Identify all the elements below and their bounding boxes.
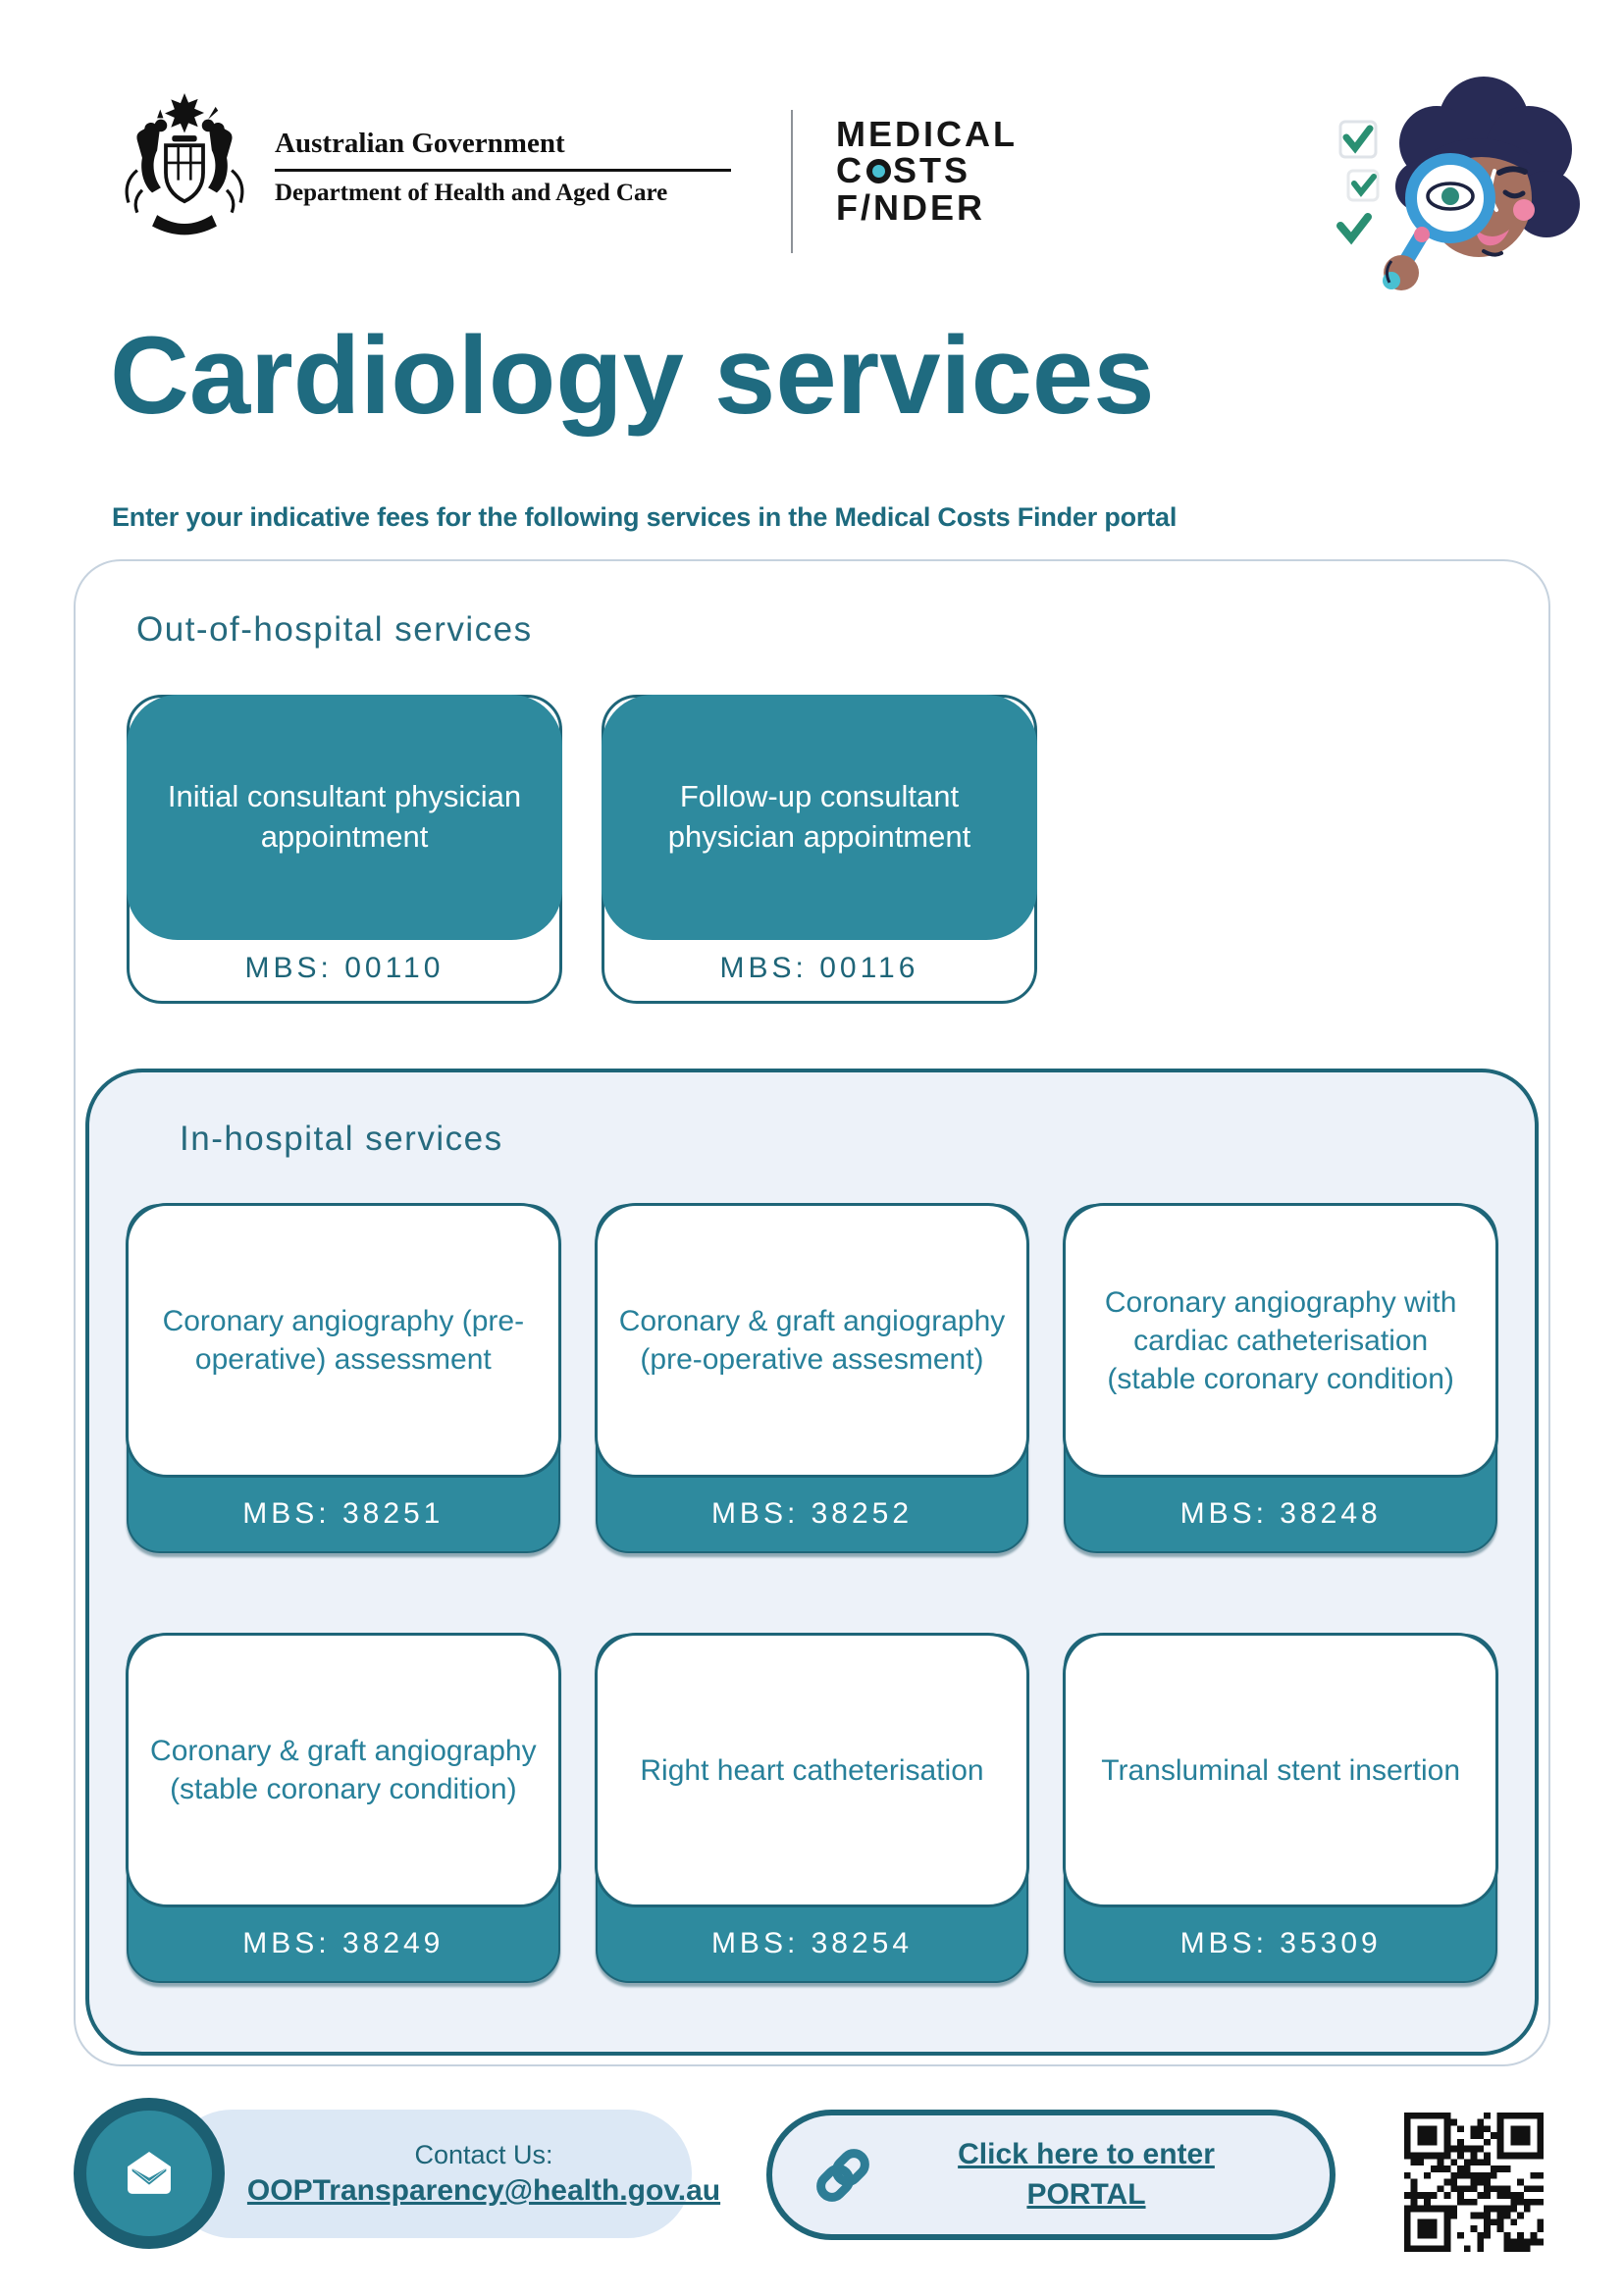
service-card [602,695,1037,1004]
portal-label-line2: PORTAL [1026,2177,1146,2211]
mail-badge [74,2098,225,2249]
in-hospital-heading: In-hospital services [180,1120,503,1158]
contact-email-link[interactable]: OOPTransparency@health.gov.au [246,2174,721,2207]
contact-block [74,2098,721,2250]
gov-text-block [275,128,736,207]
service-card [127,695,562,1004]
portal-label-line1: Click here to enter [958,2138,1215,2170]
out-of-hospital-section [74,559,1550,2066]
gov-title: Australian Government [275,128,565,159]
service-card-title: Right heart catheterisation [595,1633,1030,1907]
service-card-title: Coronary angiography with cardiac catheterisation (stable coronary condition) [1063,1203,1498,1478]
service-card-mbs: MBS: 00110 [244,952,445,984]
page-title: Cardiology services [110,314,1155,437]
portal-button-label [878,2135,1294,2215]
portal-button[interactable] [766,2110,1336,2240]
out-of-hospital-heading: Out-of-hospital services [136,610,533,649]
envelope-icon [113,2137,185,2210]
service-card [127,1204,560,1553]
page-subtitle: Enter your indicative fees for the following services in the Medical Costs Finder portal [112,502,1178,532]
gov-divider-rule [275,169,731,172]
gov-department: Department of Health and Aged Care [275,180,668,206]
in-hospital-cards [127,1204,1497,1983]
contact-pill [168,2110,721,2238]
out-of-hospital-cards [127,695,1539,1004]
service-card-mbs: MBS: 38249 [242,1927,445,1959]
coat-of-arms-icon [110,90,259,245]
footer [74,2098,1550,2260]
service-card [596,1204,1029,1553]
service-card-title: Transluminal stent insertion [1063,1633,1498,1907]
service-card-mbs: MBS: 38248 [1179,1497,1382,1530]
service-card [1064,1634,1497,1983]
mcf-logo-line2: C STS [836,150,971,191]
mcf-logo-o-dot-icon [866,159,891,183]
mcf-logo-line1: MEDICAL [836,114,1018,154]
mcf-logo-line3: F/NDER [836,186,985,228]
link-icon [808,2140,878,2211]
service-card-mbs: MBS: 00116 [719,952,919,984]
service-card [596,1634,1029,1983]
contact-label: Contact Us: [414,2140,553,2169]
service-card-title: Initial consultant physician appointment [127,695,562,940]
service-card-title: Follow-up consultant physician appointment [602,695,1037,940]
service-card-title: Coronary angiography (pre-operative) assessment [126,1203,561,1478]
person-magnifier-illustration [1327,61,1592,318]
service-card-mbs: MBS: 35309 [1179,1927,1382,1959]
service-card-title: Coronary & graft angiography (stable coronary condition) [126,1633,561,1907]
service-card-mbs: MBS: 38254 [710,1927,914,1959]
australian-government-logo [110,90,736,245]
service-card [1064,1204,1497,1553]
in-hospital-section [85,1069,1539,2056]
service-card-title: Coronary & graft angiography (pre-operative assesment) [595,1203,1030,1478]
medical-costs-finder-logo [836,116,1018,226]
service-card [127,1634,560,1983]
qr-code [1397,2106,1550,2259]
header-vertical-divider [791,110,793,253]
service-card-mbs: MBS: 38251 [242,1497,445,1530]
service-card-mbs: MBS: 38252 [710,1497,914,1530]
